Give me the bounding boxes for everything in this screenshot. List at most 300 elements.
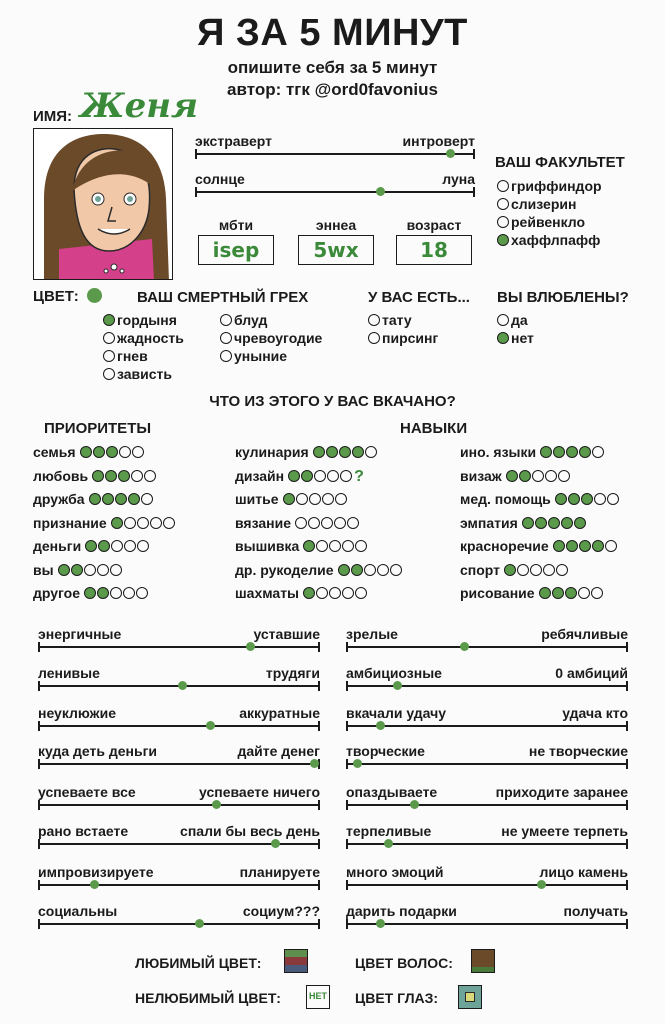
scale-right-6-tick-end bbox=[626, 880, 628, 890]
priority-row-4-dot-1[interactable] bbox=[98, 540, 110, 552]
skill-right-row-6-dot-0[interactable] bbox=[539, 587, 551, 599]
scale-left-4-track[interactable] bbox=[38, 804, 320, 806]
skill-mid-row-0-dot-3[interactable] bbox=[352, 446, 364, 458]
scale-left-2-left-label: неуклюжие bbox=[38, 705, 117, 721]
scale-right-1-right-label: 0 амбиций bbox=[555, 665, 628, 681]
scale-right-3-left-label: творческие bbox=[346, 743, 425, 759]
skill-right-row-0-dot-4[interactable] bbox=[592, 446, 604, 458]
faculty-title: ВАШ ФАКУЛЬТЕТ bbox=[495, 154, 625, 171]
skill-mid-row-4 bbox=[235, 538, 368, 554]
scale-left-5-track[interactable] bbox=[38, 843, 320, 845]
skill-right-row-4-dot-3[interactable] bbox=[592, 540, 604, 552]
love-option-1[interactable] bbox=[497, 330, 534, 346]
scale-left-3-tick-start bbox=[38, 759, 40, 769]
scale-left-4-knob[interactable] bbox=[212, 800, 221, 809]
skill-right-row-4-dot-2[interactable] bbox=[579, 540, 591, 552]
sin-option-b2-radio[interactable] bbox=[220, 350, 232, 362]
skill-right-row-0-label: ино. языки bbox=[460, 444, 537, 460]
skill-right-row-5 bbox=[460, 562, 569, 578]
scale-right-4-tick-start bbox=[346, 800, 348, 810]
priority-row-6 bbox=[33, 585, 149, 601]
skill-mid-row-3-dot-1[interactable] bbox=[308, 517, 320, 529]
sin-option-a2[interactable] bbox=[103, 348, 148, 364]
scale-right-6-tick-start bbox=[346, 880, 348, 890]
skill-right-row-5-label: спорт bbox=[460, 561, 501, 578]
priority-row-4 bbox=[33, 538, 150, 554]
love-option-0-radio[interactable] bbox=[497, 314, 509, 326]
skill-right-row-3-dot-1[interactable] bbox=[535, 517, 547, 529]
faculty-option-1-radio[interactable] bbox=[497, 198, 509, 210]
sin-option-b2[interactable] bbox=[220, 348, 287, 364]
sin-option-b0-label: блуд bbox=[234, 312, 268, 328]
scale-left-3-right-label: дайте денег bbox=[237, 743, 320, 759]
author: автор: тгк @ord0favonius bbox=[227, 80, 438, 99]
scale-right-6-knob[interactable] bbox=[537, 880, 546, 889]
priority-row-6-dot-2[interactable] bbox=[110, 587, 122, 599]
top-slider-1-tick-end bbox=[473, 187, 475, 197]
scale-right-1-knob[interactable] bbox=[393, 681, 402, 690]
sin-option-a3[interactable] bbox=[103, 366, 172, 382]
scale-right-1-tick-start bbox=[346, 681, 348, 691]
have-option-0-label: тату bbox=[382, 312, 412, 328]
priority-row-3-dot-4[interactable] bbox=[163, 517, 175, 529]
faculty-option-0-label: гриффиндор bbox=[511, 178, 602, 194]
skill-mid-row-1-dot-2[interactable] bbox=[314, 470, 326, 482]
scale-left-4-left-label: успеваете все bbox=[38, 784, 136, 800]
color-label: ЦВЕТ: bbox=[33, 288, 79, 305]
faculty-option-3[interactable] bbox=[497, 232, 600, 248]
scale-right-5-knob[interactable] bbox=[384, 839, 393, 848]
faculty-option-0[interactable] bbox=[497, 178, 602, 194]
skill-mid-row-2-dot-3[interactable] bbox=[322, 493, 334, 505]
priority-row-6-dot-4[interactable] bbox=[136, 587, 148, 599]
scale-left-0-track[interactable] bbox=[38, 646, 320, 648]
scale-right-0-left-label: зрелые bbox=[346, 626, 398, 642]
sin-option-a3-label: зависть bbox=[117, 366, 173, 382]
scale-right-3-track[interactable] bbox=[346, 763, 628, 765]
priority-row-5-dot-2[interactable] bbox=[84, 564, 96, 576]
scale-left-5-tick-start bbox=[38, 839, 40, 849]
scale-right-1-left-label: амбициозные bbox=[346, 665, 442, 681]
priority-row-1-dot-2[interactable] bbox=[118, 470, 130, 482]
unfav-color-label: НЕЛЮБИМЫЙ ЦВЕТ: bbox=[135, 990, 281, 1006]
skill-mid-row-6-dot-1[interactable] bbox=[316, 587, 328, 599]
color-dot bbox=[87, 288, 102, 303]
stat-value-0[interactable]: isep bbox=[198, 235, 274, 265]
sin-option-a2-radio[interactable] bbox=[103, 350, 115, 362]
priority-row-5-dot-3[interactable] bbox=[97, 564, 109, 576]
skill-mid-row-3 bbox=[235, 515, 360, 531]
sin-option-a0-radio[interactable] bbox=[103, 314, 115, 326]
scale-left-2-track[interactable] bbox=[38, 725, 320, 727]
scale-left-4-tick-end bbox=[318, 800, 320, 810]
scale-left-7-knob[interactable] bbox=[195, 919, 204, 928]
skill-right-row-3-dot-3[interactable] bbox=[561, 517, 573, 529]
love-title: ВЫ ВЛЮБЛЕНЫ? bbox=[497, 289, 629, 306]
sin-option-b1[interactable] bbox=[220, 330, 322, 346]
sins-title: ВАШ СМЕРТНЫЙ ГРЕХ bbox=[137, 289, 309, 306]
skill-mid-row-1-dot-1[interactable] bbox=[301, 470, 313, 482]
fav-color-swatch bbox=[284, 949, 308, 973]
pumped-title: ЧТО ИЗ ЭТОГО У ВАС ВКАЧАНО? bbox=[209, 393, 456, 410]
priority-row-0-dot-0[interactable] bbox=[80, 446, 92, 458]
skill-mid-row-6 bbox=[235, 585, 368, 601]
sin-option-a1-label: жадность bbox=[117, 330, 184, 346]
skill-right-row-6-label: рисование bbox=[460, 585, 535, 601]
eye-color-swatch bbox=[458, 985, 482, 1009]
priority-row-5-dot-0[interactable] bbox=[58, 564, 70, 576]
top-slider-0-tick-end bbox=[473, 149, 475, 159]
scale-left-0-knob[interactable] bbox=[246, 642, 255, 651]
priority-row-5-dot-4[interactable] bbox=[110, 564, 122, 576]
skill-mid-row-4-dot-2[interactable] bbox=[329, 540, 341, 552]
skill-right-row-6-dot-1[interactable] bbox=[552, 587, 564, 599]
skill-mid-row-2-label: шитье bbox=[235, 491, 279, 507]
scale-right-2-track[interactable] bbox=[346, 725, 628, 727]
scale-left-4-right-label: успеваете ничего bbox=[199, 784, 320, 800]
scale-right-4-knob[interactable] bbox=[410, 800, 419, 809]
skill-mid-row-4-dot-1[interactable] bbox=[316, 540, 328, 552]
priority-row-5 bbox=[33, 562, 123, 578]
priority-row-2-dot-2[interactable] bbox=[115, 493, 127, 505]
skill-mid-row-4-label: вышивка bbox=[235, 538, 300, 554]
scale-left-7-track[interactable] bbox=[38, 923, 320, 925]
skill-right-row-1-dot-2[interactable] bbox=[532, 470, 544, 482]
have-option-1[interactable] bbox=[368, 330, 438, 346]
skill-right-row-1-label: визаж bbox=[460, 467, 502, 484]
stat-value-2[interactable]: 18 bbox=[396, 235, 472, 265]
scale-right-4-track[interactable] bbox=[346, 804, 628, 806]
have-title: У ВАС ЕСТЬ... bbox=[368, 289, 470, 306]
priority-row-6-dot-3[interactable] bbox=[123, 587, 135, 599]
love-option-0-label: да bbox=[511, 312, 528, 328]
sin-option-b0[interactable] bbox=[220, 312, 267, 328]
skill-right-row-0-dot-1[interactable] bbox=[553, 446, 565, 458]
skill-mid-row-1-dot-3[interactable] bbox=[327, 470, 339, 482]
scale-left-5-left-label: рано встаете bbox=[38, 823, 129, 839]
sin-option-a1-radio[interactable] bbox=[103, 332, 115, 344]
scale-right-7-right-label: получать bbox=[563, 903, 628, 919]
skill-right-row-2 bbox=[460, 491, 620, 507]
skill-right-row-1 bbox=[460, 468, 571, 484]
name-value: Женя bbox=[80, 86, 199, 126]
scale-right-2-tick-end bbox=[626, 721, 628, 731]
skill-right-row-0-dot-3[interactable] bbox=[579, 446, 591, 458]
priority-row-6-label: другое bbox=[33, 585, 81, 601]
sin-option-b1-label: чревоугодие bbox=[234, 330, 323, 346]
priority-row-2-dot-3[interactable] bbox=[128, 493, 140, 505]
top-slider-0-knob[interactable] bbox=[446, 149, 455, 158]
scale-left-2-right-label: аккуратные bbox=[239, 705, 320, 721]
scale-left-5-knob[interactable] bbox=[271, 839, 280, 848]
scale-left-6-left-label: импровизируете bbox=[38, 864, 154, 880]
skill-right-row-5-dot-0[interactable] bbox=[504, 564, 516, 576]
scale-right-2-left-label: вкачали удачу bbox=[346, 705, 447, 721]
skill-mid-row-1-dot-0[interactable] bbox=[288, 470, 300, 482]
skill-mid-row-5-dot-1[interactable] bbox=[351, 564, 363, 576]
hair-color-label: ЦВЕТ ВОЛОС: bbox=[355, 955, 453, 971]
skill-mid-row-4-dot-3[interactable] bbox=[342, 540, 354, 552]
scale-right-5-tick-end bbox=[626, 839, 628, 849]
love-option-1-radio[interactable] bbox=[497, 332, 509, 344]
skill-mid-row-1-dot-4[interactable] bbox=[340, 470, 352, 482]
priority-row-6-dot-0[interactable] bbox=[84, 587, 96, 599]
priority-row-4-dot-2[interactable] bbox=[111, 540, 123, 552]
scale-left-0-right-label: уставшие bbox=[253, 626, 320, 642]
skill-right-row-2-dot-4[interactable] bbox=[607, 493, 619, 505]
skill-right-row-3 bbox=[460, 515, 587, 531]
skill-mid-row-1 bbox=[235, 468, 364, 486]
scale-left-1-track[interactable] bbox=[38, 685, 320, 687]
skill-mid-row-5-label: др. рукоделие bbox=[235, 561, 334, 578]
skill-right-row-0-dot-0[interactable] bbox=[540, 446, 552, 458]
sin-option-a1[interactable] bbox=[103, 330, 184, 346]
scale-right-2-knob[interactable] bbox=[376, 721, 385, 730]
priority-row-3-dot-0[interactable] bbox=[111, 517, 123, 529]
skill-right-row-0-dot-2[interactable] bbox=[566, 446, 578, 458]
scale-left-4-tick-start bbox=[38, 800, 40, 810]
scale-right-7-left-label: дарить подарки bbox=[346, 903, 457, 919]
skill-right-row-1-dot-4[interactable] bbox=[558, 470, 570, 482]
skill-right-row-3-dot-2[interactable] bbox=[548, 517, 560, 529]
skill-right-row-5-dot-3[interactable] bbox=[543, 564, 555, 576]
sin-option-a2-label: гнев bbox=[117, 348, 148, 364]
skill-mid-row-3-dot-4[interactable] bbox=[347, 517, 359, 529]
skill-right-row-2-dot-0[interactable] bbox=[555, 493, 567, 505]
faculty-option-2[interactable] bbox=[497, 214, 585, 230]
scale-right-2-right-label: удача кто bbox=[562, 705, 628, 721]
skill-mid-row-0-dot-1[interactable] bbox=[326, 446, 338, 458]
scale-left-1-right-label: трудяги bbox=[265, 665, 320, 681]
skill-right-row-1-dot-0[interactable] bbox=[506, 470, 518, 482]
skill-mid-row-5-dot-2[interactable] bbox=[364, 564, 376, 576]
stat-label-1: эннеа bbox=[315, 217, 357, 233]
skill-right-row-1-dot-3[interactable] bbox=[545, 470, 557, 482]
priority-row-6-dot-1[interactable] bbox=[97, 587, 109, 599]
scale-left-1-tick-start bbox=[38, 681, 40, 691]
sin-option-b0-radio[interactable] bbox=[220, 314, 232, 326]
priority-row-3-dot-3[interactable] bbox=[150, 517, 162, 529]
skill-mid-row-2-dot-0[interactable] bbox=[283, 493, 295, 505]
skill-mid-row-0-dot-2[interactable] bbox=[339, 446, 351, 458]
top-slider-0-right-label: интроверт bbox=[402, 133, 475, 149]
scale-left-2-tick-end bbox=[318, 721, 320, 731]
scale-right-6-right-label: лицо камень bbox=[539, 864, 628, 880]
skill-right-row-4-dot-4[interactable] bbox=[605, 540, 617, 552]
have-option-0-radio[interactable] bbox=[368, 314, 380, 326]
top-slider-1-tick-start bbox=[195, 187, 197, 197]
skill-right-row-4-dot-1[interactable] bbox=[566, 540, 578, 552]
priority-row-5-label: вы bbox=[33, 561, 54, 578]
top-slider-1-right-label: луна bbox=[442, 171, 475, 187]
skill-mid-row-2 bbox=[235, 491, 348, 507]
skill-right-row-6-dot-4[interactable] bbox=[591, 587, 603, 599]
scale-right-0-track[interactable] bbox=[346, 646, 628, 648]
priority-row-1-dot-3[interactable] bbox=[131, 470, 143, 482]
skill-right-row-3-dot-4[interactable] bbox=[574, 517, 586, 529]
skill-mid-row-6-dot-0[interactable] bbox=[303, 587, 315, 599]
skill-mid-row-5-dot-4[interactable] bbox=[390, 564, 402, 576]
priority-row-4-dot-3[interactable] bbox=[124, 540, 136, 552]
top-slider-0-track[interactable] bbox=[195, 153, 475, 155]
priority-row-0-dot-3[interactable] bbox=[119, 446, 131, 458]
skill-mid-row-0 bbox=[235, 444, 378, 460]
hair-color-swatch bbox=[471, 949, 495, 973]
priority-row-4-dot-0[interactable] bbox=[85, 540, 97, 552]
priority-row-2 bbox=[33, 491, 154, 507]
skill-right-row-1-dot-1[interactable] bbox=[519, 470, 531, 482]
skill-mid-row-0-dot-0[interactable] bbox=[313, 446, 325, 458]
scale-right-5-right-label: не умеете терпеть bbox=[501, 823, 628, 839]
priority-row-1-label: любовь bbox=[33, 467, 89, 484]
top-slider-1-knob[interactable] bbox=[376, 187, 385, 196]
faculty-option-0-radio[interactable] bbox=[497, 180, 509, 192]
skill-mid-row-5-dot-0[interactable] bbox=[338, 564, 350, 576]
priority-row-3-dot-2[interactable] bbox=[137, 517, 149, 529]
scale-left-6-right-label: планируете bbox=[239, 864, 320, 880]
stat-label-0: мбти bbox=[218, 217, 254, 233]
scale-left-5-tick-end bbox=[318, 839, 320, 849]
top-slider-0-left-label: экстраверт bbox=[195, 133, 272, 149]
skill-right-row-3-dot-0[interactable] bbox=[522, 517, 534, 529]
skill-mid-row-5-dot-3[interactable] bbox=[377, 564, 389, 576]
skill-mid-row-3-dot-0[interactable] bbox=[295, 517, 307, 529]
skill-right-row-6-dot-3[interactable] bbox=[578, 587, 590, 599]
have-option-0[interactable] bbox=[368, 312, 412, 328]
skill-right-row-6 bbox=[460, 585, 604, 601]
skill-mid-row-1-mark: ? bbox=[354, 467, 364, 485]
sin-option-a0[interactable] bbox=[103, 312, 177, 328]
top-slider-1-track[interactable] bbox=[195, 191, 475, 193]
scale-right-6-track[interactable] bbox=[346, 884, 628, 886]
subtitle: опишите себя за 5 минут bbox=[227, 58, 438, 77]
portrait-drawing bbox=[34, 129, 173, 280]
scale-right-5-track[interactable] bbox=[346, 843, 628, 845]
scale-right-5-tick-start bbox=[346, 839, 348, 849]
priority-row-0-dot-4[interactable] bbox=[132, 446, 144, 458]
sin-option-b1-radio[interactable] bbox=[220, 332, 232, 344]
priority-row-3-label: признание bbox=[33, 514, 107, 531]
unfav-color-swatch: НЕТ bbox=[306, 985, 330, 1009]
priority-row-0-dot-1[interactable] bbox=[93, 446, 105, 458]
priority-row-1 bbox=[33, 468, 157, 484]
priority-row-4-dot-4[interactable] bbox=[137, 540, 149, 552]
sin-option-b2-label: уныние bbox=[234, 348, 288, 364]
priority-row-3 bbox=[33, 515, 176, 531]
skill-right-row-5-dot-1[interactable] bbox=[517, 564, 529, 576]
scale-right-6-left-label: много эмоций bbox=[346, 864, 444, 880]
skill-mid-row-4-dot-4[interactable] bbox=[355, 540, 367, 552]
skill-mid-row-4-dot-0[interactable] bbox=[303, 540, 315, 552]
scale-left-6-knob[interactable] bbox=[90, 880, 99, 889]
sin-option-a0-label: гордыня bbox=[117, 312, 177, 328]
priority-row-1-dot-1[interactable] bbox=[105, 470, 117, 482]
skill-right-row-4-dot-0[interactable] bbox=[553, 540, 565, 552]
priority-row-2-dot-0[interactable] bbox=[89, 493, 101, 505]
faculty-option-2-radio[interactable] bbox=[497, 216, 509, 228]
page-title: Я ЗА 5 МИНУТ bbox=[197, 12, 468, 54]
skill-right-row-6-dot-2[interactable] bbox=[565, 587, 577, 599]
priority-row-2-dot-4[interactable] bbox=[141, 493, 153, 505]
scale-left-3-left-label: куда деть деньги bbox=[38, 743, 158, 759]
faculty-option-2-label: рейвенкло bbox=[511, 214, 586, 230]
scale-right-0-tick-end bbox=[626, 642, 628, 652]
sin-option-a3-radio[interactable] bbox=[103, 368, 115, 380]
priority-row-2-label: дружба bbox=[33, 491, 85, 507]
scale-right-7-knob[interactable] bbox=[376, 919, 385, 928]
skill-mid-row-6-dot-3[interactable] bbox=[342, 587, 354, 599]
scale-right-0-tick-start bbox=[346, 642, 348, 652]
scale-left-7-tick-end bbox=[318, 919, 320, 929]
skill-right-row-2-dot-1[interactable] bbox=[568, 493, 580, 505]
skills-title: НАВЫКИ bbox=[400, 420, 468, 437]
skill-mid-row-6-dot-4[interactable] bbox=[355, 587, 367, 599]
scale-left-6-tick-end bbox=[318, 880, 320, 890]
scale-left-7-left-label: социальны bbox=[38, 903, 118, 919]
scale-right-7-track[interactable] bbox=[346, 923, 628, 925]
skill-right-row-0 bbox=[460, 444, 605, 460]
scale-left-0-left-label: энергичные bbox=[38, 626, 122, 642]
skill-mid-row-5 bbox=[235, 562, 403, 578]
skill-right-row-2-dot-3[interactable] bbox=[594, 493, 606, 505]
fav-color-label: ЛЮБИМЫЙ ЦВЕТ: bbox=[135, 955, 262, 971]
priority-row-1-dot-0[interactable] bbox=[92, 470, 104, 482]
faculty-option-1[interactable] bbox=[497, 196, 576, 212]
skill-mid-row-3-dot-3[interactable] bbox=[334, 517, 346, 529]
scale-right-1-track[interactable] bbox=[346, 685, 628, 687]
scale-right-7-tick-end bbox=[626, 919, 628, 929]
priority-row-5-dot-1[interactable] bbox=[71, 564, 83, 576]
scale-left-6-track[interactable] bbox=[38, 884, 320, 886]
love-option-0[interactable] bbox=[497, 312, 528, 328]
scale-right-0-knob[interactable] bbox=[460, 642, 469, 651]
priority-row-0-dot-2[interactable] bbox=[106, 446, 118, 458]
faculty-option-3-radio[interactable] bbox=[497, 234, 509, 246]
skill-mid-row-3-dot-2[interactable] bbox=[321, 517, 333, 529]
skill-right-row-2-dot-2[interactable] bbox=[581, 493, 593, 505]
scale-left-1-knob[interactable] bbox=[178, 681, 187, 690]
skill-mid-row-2-dot-1[interactable] bbox=[296, 493, 308, 505]
priority-row-1-dot-4[interactable] bbox=[144, 470, 156, 482]
scale-right-1-tick-end bbox=[626, 681, 628, 691]
skill-mid-row-2-dot-2[interactable] bbox=[309, 493, 321, 505]
scale-right-4-right-label: приходите заранее bbox=[495, 784, 628, 800]
skill-mid-row-0-label: кулинария bbox=[235, 444, 309, 460]
portrait bbox=[33, 128, 173, 280]
skill-mid-row-2-dot-4[interactable] bbox=[335, 493, 347, 505]
priority-row-2-dot-1[interactable] bbox=[102, 493, 114, 505]
scale-left-0-tick-start bbox=[38, 642, 40, 652]
stat-value-1[interactable]: 5wx bbox=[298, 235, 374, 265]
top-slider-0-tick-start bbox=[195, 149, 197, 159]
skill-right-row-4 bbox=[460, 538, 618, 554]
scale-right-3-tick-end bbox=[626, 759, 628, 769]
have-option-1-radio[interactable] bbox=[368, 332, 380, 344]
skill-right-row-2-label: мед. помощь bbox=[460, 491, 551, 507]
scale-left-0-tick-end bbox=[318, 642, 320, 652]
scale-left-3-track[interactable] bbox=[38, 763, 320, 765]
priority-row-3-dot-1[interactable] bbox=[124, 517, 136, 529]
priority-row-4-label: деньги bbox=[33, 538, 82, 554]
skill-right-row-5-dot-4[interactable] bbox=[556, 564, 568, 576]
scale-right-3-knob[interactable] bbox=[353, 759, 362, 768]
skill-mid-row-6-dot-2[interactable] bbox=[329, 587, 341, 599]
scale-left-7-right-label: социум??? bbox=[242, 903, 320, 919]
scale-left-1-tick-end bbox=[318, 681, 320, 691]
scale-left-2-knob[interactable] bbox=[206, 721, 215, 730]
skill-right-row-5-dot-2[interactable] bbox=[530, 564, 542, 576]
skill-mid-row-0-dot-4[interactable] bbox=[365, 446, 377, 458]
